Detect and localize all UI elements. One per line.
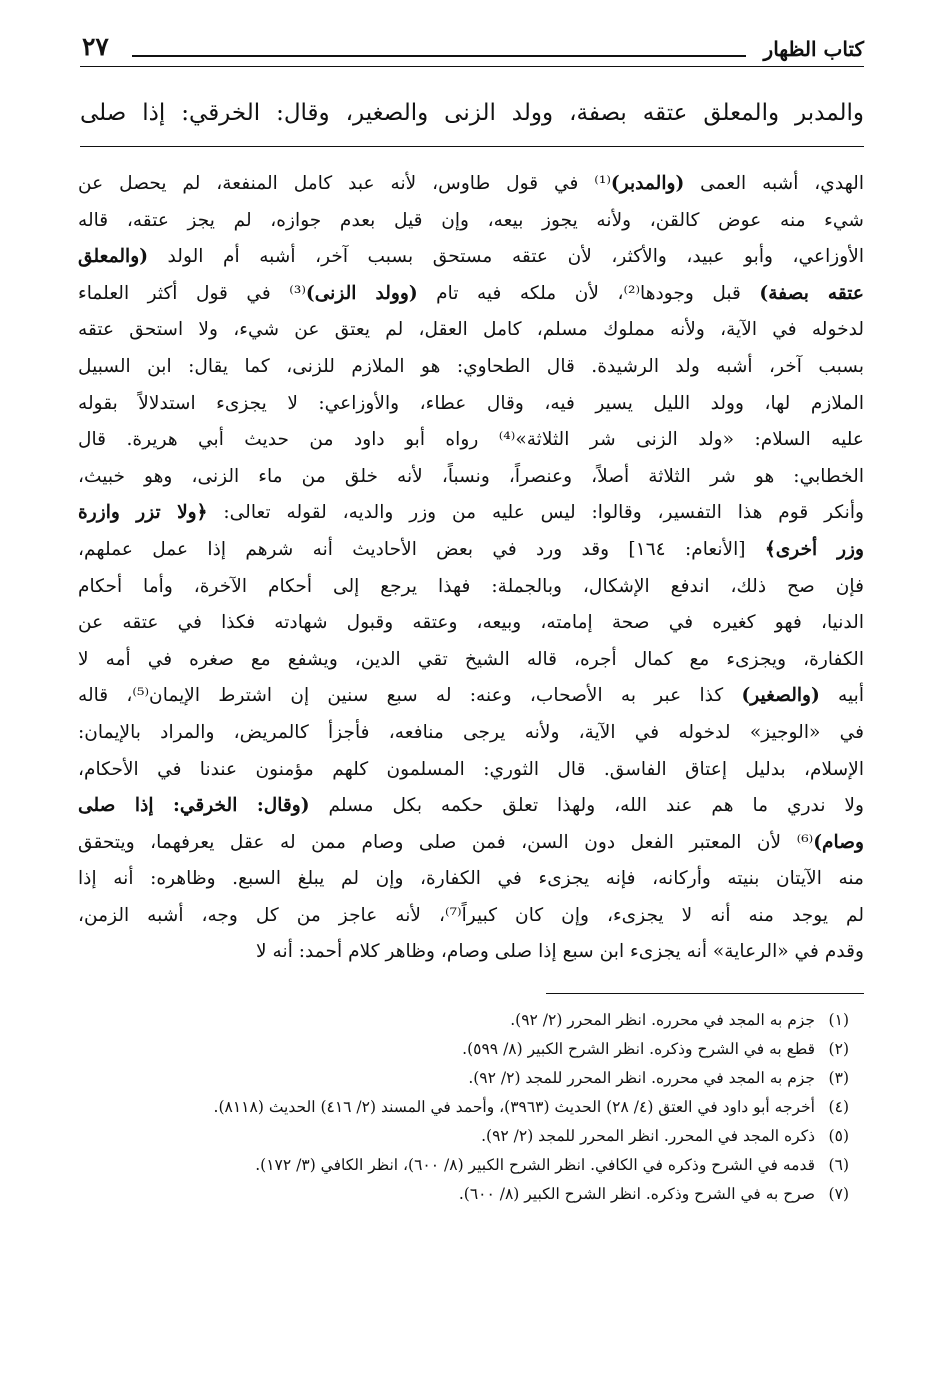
page-number: ٢٧	[82, 32, 109, 61]
body-line: الكفارة، ويجزىء مع كمال أجره، قاله الشيخ تقي الدين، ويشفع مع صغره في أمه لا	[78, 648, 864, 670]
bold-matn-quote: ﴿ولا تزر وازرة	[78, 502, 208, 524]
body-line: فإن صح ذلك، اندفع الإشكال، وبالجملة: فهذا يرجع إلى أحكام الآخرة، وأما أحكام	[78, 575, 864, 597]
footnote-text: قدمه في الشرح وذكره في الكافي. انظر الشرح الكبير (٨/ ٦٠٠)، انظر الكافي (٣/ ١٧٢).	[255, 1156, 815, 1174]
footnote-text: جزم به المجد في محرره. انظر المحرر للمجد (٢/ ٩٢).	[468, 1069, 815, 1087]
body-line: وصام)⁽⁶⁾ لأن المعتبر الفعل دون السن، فمن صلى وصام ممن له عقل يعرفهما، ويتحقق	[78, 831, 864, 853]
footnote-text: صرح به في الشرح وذكره. انظر الشرح الكبير (٨/ ٦٠٠).	[458, 1185, 815, 1203]
footnote	[80, 1180, 849, 1209]
book-title: كتاب الظهار	[763, 37, 864, 61]
footnote-number: (١)	[828, 1011, 849, 1029]
footnote	[80, 1064, 849, 1093]
bold-matn-quote: (وولد الزنى)	[305, 282, 418, 304]
footnote	[80, 1151, 849, 1180]
matn-text: والمدبر والمعلق عتقه بصفة، وولد الزنى والصغير، وقال: الخرقي: إذا صلى	[80, 100, 864, 126]
bold-matn-quote: (والمدبر)	[610, 173, 685, 194]
footnote-divider	[546, 993, 864, 994]
header-rule	[132, 55, 746, 57]
body-line: أبيه (والصغير) كذا عبر به الأصحاب، وعنه: له سبع سنين إن اشترط الإيمان⁽⁵⁾، قاله	[78, 685, 864, 707]
footnote-number: (٤)	[828, 1098, 849, 1116]
body-line: وقدم في «الرعاية» أنه يجزىء ابن سبع إذا صلى وصام، وظاهر كلام أحمد: أنه لا	[256, 941, 864, 963]
bold-matn-quote: وزر أخرى﴾	[764, 538, 864, 560]
matn-divider	[80, 146, 864, 147]
bold-matn-quote: (والمعلق	[78, 246, 148, 268]
footnote-number: (٥)	[828, 1127, 849, 1145]
footnote	[80, 1035, 849, 1064]
footnote-text: قطع به في الشرح وذكره. انظر الشرح الكبير (٨/ ٥٩٩).	[462, 1040, 815, 1058]
body-line: شيء منه عوض كالقن، ولأنه يجوز بيعه، وإن قيل بعدم جوازه، لم يجز عتقه، قاله	[78, 209, 864, 231]
footnote-text: أخرجه أبو داود في العتق (٤/ ٢٨) الحديث (٣٩٦٣)، وأحمد في المسند (٢/ ٤١٦) الحديث (٨١١٨).	[213, 1098, 815, 1116]
body-line: الإسلام، بدليل إعتاق الفاسق. قال الثوري: المسلمون كلهم مؤمنون عندنا في الأحكام،	[78, 758, 864, 780]
body-line: الدنيا، فهو كغيره في صحة إمامته، وبيعه، وعتقه وقبول شهادته فكذا في عتقه عن	[78, 612, 864, 634]
body-line: الأوزاعي، وأبو عبيد، والأكثر، لأن عتقه مستحق بسبب آخر، أشبه أم الولد (والمعلق	[78, 246, 864, 268]
footnote-text: ذكره المجد في المحرر. انظر المحرر للمجد (٢/ ٩٢).	[481, 1127, 815, 1145]
footnote	[80, 1006, 849, 1035]
body-line: لدخوله في الآية، ولأنه مملوك مسلم، كامل العقل، لم يعتق عن شيء، ولا استحق عتقه	[78, 319, 864, 341]
body-line: الهدي، أشبه العمى (والمدبر)⁽¹⁾ في قول طاوس، لأنه عبد كامل المنفعة، لم يحصل عن	[78, 173, 864, 194]
body-line: وزر أخرى﴾ [الأنعام: ١٦٤] وقد ورد في بعض الأحاديث أنه شرهم إذا عمل عملهم،	[78, 538, 864, 560]
running-header	[80, 32, 864, 64]
body-line: في «الوجيز» لدخوله في الآية، ولأنه يرجى منافعه، فأجزأ كالمريض، والمراد بالإيمان:	[78, 721, 864, 743]
footnote-number: (٦)	[828, 1156, 849, 1174]
footnote	[80, 1122, 849, 1151]
bold-matn-quote: وصام)	[813, 831, 864, 853]
body-line: الخطابي: هو شر الثلاثة أصلاً، وعنصراً، ونسباً، لأنه خلق من ماء الزنى، وهو خبيث،	[78, 465, 864, 487]
body-line: بسبب آخر، أشبه ولد الرشيدة. قال الطحاوي: هو الملازم للزنى، كما يقال: ابن السبيل	[78, 355, 864, 377]
body-line: منه الآيتان بنيته وأركانه، فإنه يجزىء في الكفارة، وإن لم يبلغ السبع. وظاهره: أنه إذا	[78, 868, 864, 890]
footnote-text: جزم به المجد في محرره. انظر المحرر (٢/ ٩٢).	[510, 1011, 815, 1029]
body-line: ولا ندري ما هم عند الله، ولهذا تعلق حكمه بكل مسلم (وقال: الخرقي: إذا صلى	[78, 795, 864, 817]
commentary-body	[78, 166, 864, 971]
footnote-number: (٧)	[828, 1185, 849, 1203]
bold-matn-quote: (وقال: الخرقي: إذا صلى	[78, 795, 310, 817]
body-line: عتقه بصفة) قبل وجودها⁽²⁾، لأن ملكه فيه تام (وولد الزنى)⁽³⁾ في قول أكثر العلماء	[78, 282, 864, 304]
body-line: لم يوجد منه أنه لا يجزىء، وإن كان كبيراً⁽⁷⁾، لأنه عاجز من كل وجه، أشبه الزمن،	[78, 904, 864, 926]
footnotes	[80, 1006, 849, 1209]
body-line: عليه السلام: «ولد الزنى شر الثلاثة»⁽⁴⁾ رواه أبو داود من حديث أبي هريرة. قال	[78, 429, 864, 451]
footnote	[80, 1093, 849, 1122]
footnote-number: (٣)	[828, 1069, 849, 1087]
body-line: وأنكر قوم هذا التفسير، وقالوا: ليس عليه من وزر والديه، لقوله تعالى: ﴿ولا تزر وازرة	[78, 502, 864, 524]
bold-matn-quote: عتقه بصفة)	[759, 282, 864, 304]
bold-matn-quote: (والصغير)	[741, 685, 820, 707]
header-underline	[80, 66, 864, 67]
body-line: الملازم لها، وولد الليل يسير فيه، وقال عطاء، والأوزاعي: لا يجزىء استدلالاً بقوله	[78, 392, 864, 414]
footnote-number: (٢)	[828, 1040, 849, 1058]
